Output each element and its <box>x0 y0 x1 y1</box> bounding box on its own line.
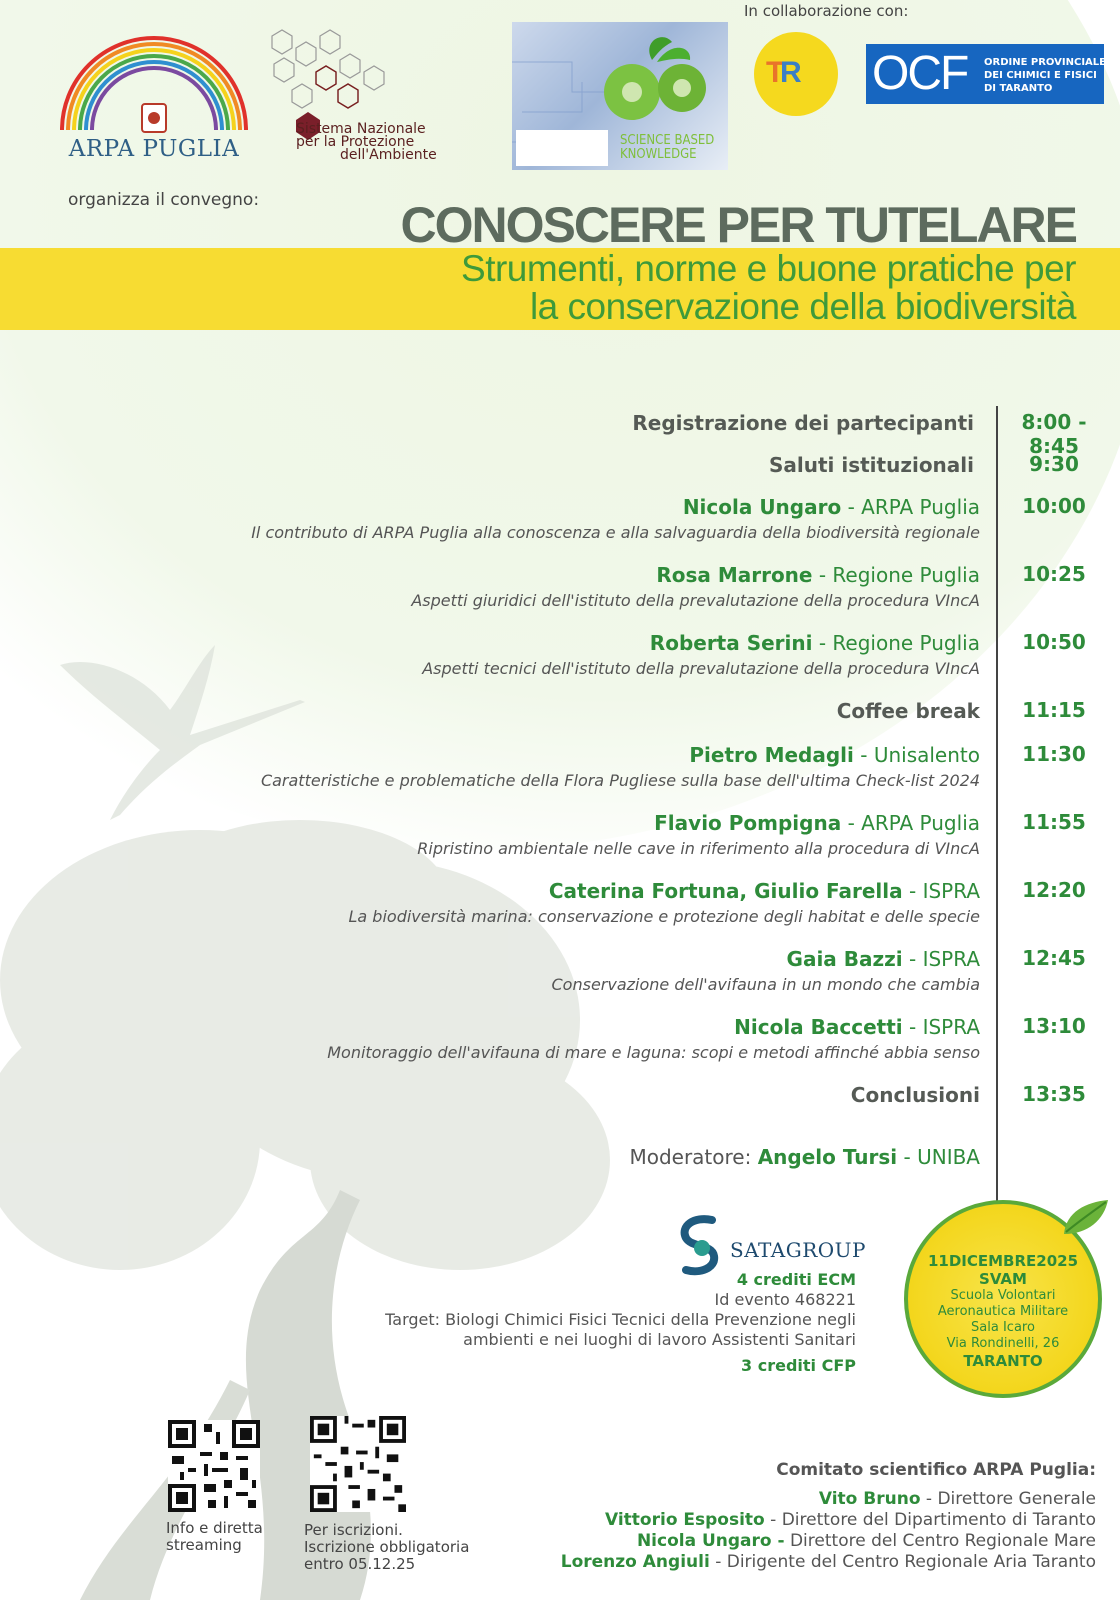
moderator-name: Angelo Tursi <box>757 1145 898 1169</box>
streaming-line-1: Info e diretta <box>166 1519 263 1537</box>
snpa-line-1: Sistema Nazionale <box>296 121 426 137</box>
streaming-qr-label <box>166 1520 263 1554</box>
speaker-affiliation: - ARPA Puglia <box>847 495 980 519</box>
program-time: 10:25 <box>1022 562 1086 586</box>
snpa-line-2: per la Protezione <box>296 134 415 150</box>
member-role: - Dirigente del Centro Regionale Aria Taranto <box>715 1552 1096 1572</box>
speaker-name: Rosa Marrone <box>656 563 813 587</box>
member-name: Vittorio Esposito <box>604 1510 765 1530</box>
program-item <box>120 494 980 544</box>
snpa-name <box>296 123 437 162</box>
page-title: CONOSCERE PER TUTELARE <box>400 197 1076 253</box>
organizer-intro: organizza il convegno: <box>68 190 260 210</box>
speaker-affiliation: - ARPA Puglia <box>847 811 980 835</box>
moderator-affiliation: - UNIBA <box>903 1145 980 1169</box>
speaker-affiliation: - Regione Puglia <box>818 563 980 587</box>
registration-qr-label <box>304 1522 469 1573</box>
speaker-name: Gaia Bazzi <box>786 947 903 971</box>
program-time: 10:50 <box>1022 630 1086 654</box>
snpa-line-3: dell'Ambiente <box>340 147 437 163</box>
program-item <box>120 1014 980 1064</box>
program-time: 10:00 <box>1022 494 1086 518</box>
program-time: 11:55 <box>1022 810 1086 834</box>
science-based-knowledge-text <box>620 134 714 162</box>
tr-partner-logo <box>754 32 838 116</box>
event-details <box>904 1252 1102 1370</box>
program-time: 12:45 <box>1022 946 1086 970</box>
talk-topic: Il contributo di ARPA Puglia alla conoscenza e alla salvaguardia della biodiversità regionale <box>251 523 980 542</box>
venue-address: Via Rondinelli, 26 <box>946 1336 1060 1351</box>
talk-topic: Aspetti tecnici dell'istituto della prevalutazione della procedura VIncA <box>422 659 980 678</box>
ocf-line-1: ORDINE PROVINCIALE <box>984 57 1106 68</box>
sbk-line-2: KNOWLEDGE <box>620 147 697 162</box>
speaker-affiliation: - Regione Puglia <box>818 631 980 655</box>
registration-qr-code[interactable] <box>310 1416 406 1512</box>
ecm-credits: 4 crediti ECM <box>736 1270 856 1289</box>
speaker-affiliation: - Unisalento <box>860 743 980 767</box>
program-item <box>120 410 974 436</box>
speaker-name: Caterina Fortuna, Giulio Farella <box>548 879 903 903</box>
program-label: Coffee break <box>836 699 980 723</box>
ocf-line-3: DI TARANTO <box>984 83 1053 94</box>
program-item <box>120 562 980 612</box>
talk-topic: Aspetti giuridici dell'istituto della prevalutazione della procedura VIncA <box>411 591 980 610</box>
ocf-line-2: DEI CHIMICI E FISICI <box>984 70 1097 81</box>
program-item <box>120 742 980 792</box>
scientific-committee <box>520 1460 1096 1573</box>
member-role: - Direttore del Dipartimento di Taranto <box>770 1510 1096 1530</box>
speaker-affiliation: - ISPRA <box>909 879 980 903</box>
subtitle-line-2: la conservazione della biodiversità <box>529 286 1076 327</box>
member-role: - Direttore Generale <box>925 1489 1096 1509</box>
program-item <box>120 698 980 724</box>
event-city: TARANTO <box>963 1352 1043 1370</box>
member-name: Lorenzo Angiuli <box>560 1552 710 1572</box>
page-subtitle <box>200 250 1076 326</box>
program-time: 12:20 <box>1022 878 1086 902</box>
talk-topic: Ripristino ambientale nelle cave in riferimento alla procedura di VIncA <box>417 839 980 858</box>
program-label: Saluti istituzionali <box>768 453 974 477</box>
talk-topic: Monitoraggio dell'avifauna di mare e laguna: scopi e metodi affinché abbia senso <box>327 1043 980 1062</box>
streaming-qr-code[interactable] <box>168 1420 260 1512</box>
registration-line-3: entro 05.12.25 <box>304 1555 416 1573</box>
sbk-line-1: SCIENCE BASED <box>620 133 715 148</box>
program-time: 8:00 - 8:45 <box>1021 410 1087 458</box>
venue-room: Sala Icaro <box>971 1320 1035 1335</box>
accreditation-info <box>340 1270 856 1376</box>
arpa-puglia-name: ARPA PUGLIA <box>68 136 240 162</box>
program-item <box>120 810 980 860</box>
svg-text:T: T <box>766 56 785 89</box>
venue-line-2: Aeronautica Militare <box>937 1304 1069 1319</box>
member-name: Nicola Ungaro - <box>636 1531 785 1551</box>
program-time: 13:10 <box>1022 1014 1086 1038</box>
program-label: Conclusioni <box>850 1083 980 1107</box>
speaker-name: Nicola Baccetti <box>734 1015 903 1039</box>
ocf-name <box>984 56 1106 95</box>
program-item <box>120 878 980 928</box>
speaker-name: Pietro Medagli <box>689 743 854 767</box>
moderator-line <box>600 1145 980 1169</box>
ocf-letters: OCF <box>872 47 968 100</box>
venue-line-1: Scuola Volontari <box>950 1288 1056 1303</box>
target-line-1: Target: Biologi Chimici Fisici Tecnici della Prevenzione negli <box>385 1310 856 1329</box>
talk-topic: La biodiversità marina: conservazione e protezione degli habitat e delle specie <box>348 907 980 926</box>
timeline-divider <box>996 406 998 1206</box>
speaker-name: Nicola Ungaro <box>682 495 842 519</box>
registration-line-1: Per iscrizioni. <box>304 1521 403 1539</box>
speaker-name: Roberta Serini <box>649 631 813 655</box>
leaf-icon <box>1056 1194 1116 1244</box>
satagroup-name: SATAGROUP <box>730 1238 866 1262</box>
program-time: 13:35 <box>1022 1082 1086 1106</box>
program-label: Registrazione dei partecipanti <box>632 411 974 435</box>
target-line-2: ambienti e nei luoghi di lavoro Assistenti Sanitari <box>463 1330 856 1349</box>
program-item <box>120 946 980 996</box>
speaker-affiliation: - ISPRA <box>909 947 980 971</box>
committee-heading: Comitato scientifico ARPA Puglia: <box>776 1460 1096 1480</box>
subtitle-line-1: Strumenti, norme e buone pratiche per <box>461 248 1076 289</box>
program-time: 11:30 <box>1022 742 1086 766</box>
event-id: Id evento 468221 <box>714 1290 856 1309</box>
program-item <box>120 452 974 478</box>
committee-member <box>520 1552 1096 1573</box>
event-venue-short: SVAM <box>979 1270 1027 1288</box>
committee-member <box>520 1510 1096 1531</box>
speaker-affiliation: - ISPRA <box>909 1015 980 1039</box>
speaker-name: Flavio Pompigna <box>654 811 842 835</box>
svg-text:R: R <box>780 56 802 89</box>
registration-line-2: Iscrizione obbligatoria <box>304 1538 470 1556</box>
member-name: Vito Bruno <box>818 1489 921 1509</box>
talk-topic: Conservazione dell'avifauna in un mondo che cambia <box>551 975 980 994</box>
streaming-line-2: streaming <box>166 1536 242 1554</box>
member-role: Direttore del Centro Regionale Mare <box>789 1531 1096 1551</box>
program-item <box>120 1082 980 1108</box>
committee-member <box>520 1489 1096 1510</box>
committee-member <box>520 1531 1096 1552</box>
program-time: 11:15 <box>1022 698 1086 722</box>
tr-icon <box>754 32 838 116</box>
event-date: 11DICEMBRE2025 <box>927 1252 1079 1270</box>
program-item <box>120 630 980 680</box>
program-time: 9:30 <box>1029 452 1079 476</box>
cfp-credits: 3 crediti CFP <box>741 1356 856 1375</box>
talk-topic: Caratteristiche e problematiche della Flora Pugliese sulla base dell'ultima Check-list 2024 <box>260 771 980 790</box>
moderator-prefix: Moderatore: <box>629 1145 752 1169</box>
collaboration-label: In collaborazione con: <box>744 2 909 20</box>
